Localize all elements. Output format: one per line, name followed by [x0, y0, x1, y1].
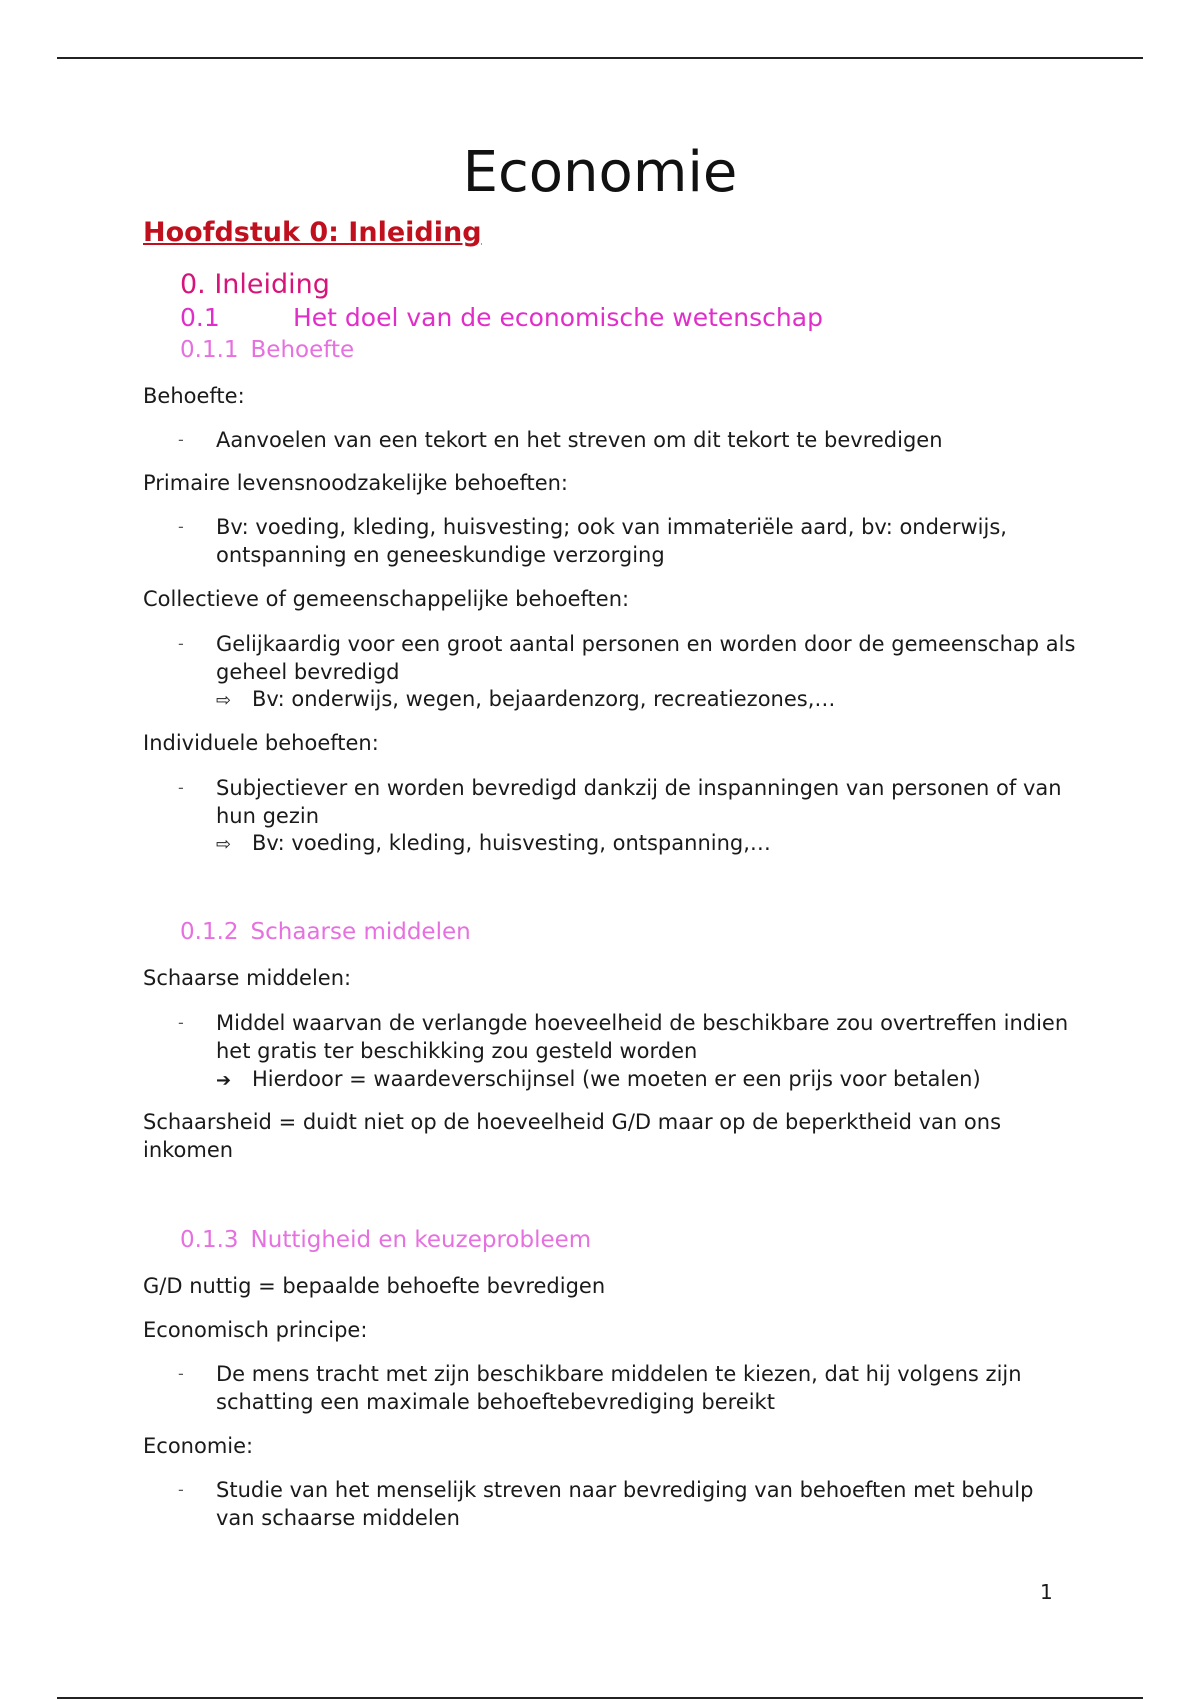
- subsection-number: 0.1.3: [180, 1227, 239, 1253]
- bold-arrow-icon: ➔: [216, 1070, 232, 1091]
- list-item-text: Gelijkaardig voor een groot aantal personen en worden door de gemeenschap als geheel bevredigd: [216, 632, 1076, 684]
- paragraph: G/D nuttig = bepaalde behoefte bevredigen: [143, 1274, 606, 1298]
- paragraph: Schaarse middelen:: [143, 966, 352, 990]
- subsection-title: Nuttigheid en keuzeprobleem: [250, 1227, 592, 1253]
- paragraph: Economie:: [143, 1434, 254, 1458]
- section-title: Het doel van de economische wetenschap: [293, 303, 823, 332]
- subsection-heading-behoefte: [180, 334, 354, 366]
- page-title: Economie: [462, 140, 738, 205]
- list-item-text: Bv: voeding, kleding, huisvesting; ook van immateriële aard, bv: onderwijs, ontspanning en geneeskundige verzorging: [216, 515, 1007, 567]
- dash-bullet: -: [178, 634, 184, 653]
- chapter-heading: Hoofdstuk 0: Inleiding: [143, 217, 482, 248]
- dash-bullet: -: [178, 430, 184, 449]
- paragraph: Primaire levensnoodzakelijke behoeften:: [143, 471, 569, 495]
- list-item-text: Aanvoelen van een tekort en het streven om dit tekort te bevredigen: [216, 428, 943, 452]
- sub-list-item: [216, 829, 1076, 859]
- dash-bullet: -: [178, 1480, 184, 1499]
- paragraph: Behoefte:: [143, 384, 245, 408]
- heading-inleiding: 0. Inleiding: [180, 269, 330, 300]
- header-rule: [57, 57, 1143, 59]
- list-item-text: Studie van het menselijk streven naar bevrediging van behoeften met behulp van schaarse middelen: [216, 1478, 1034, 1530]
- sub-list-item: [216, 1065, 1076, 1095]
- subsection-heading-schaarse-middelen: [180, 916, 471, 948]
- paragraph: Economisch principe:: [143, 1318, 368, 1342]
- sub-list-item-text: Bv: voeding, kleding, huisvesting, ontspanning,…: [252, 831, 771, 855]
- sub-list-item-text: Bv: onderwijs, wegen, bejaardenzorg, recreatiezones,…: [252, 687, 836, 711]
- section-number: 0.1: [180, 303, 220, 332]
- list-item-text: De mens tracht met zijn beschikbare middelen te kiezen, dat hij volgens zijn schatting een maximale behoeftebevrediging bereikt: [216, 1362, 1022, 1414]
- footer-rule: [57, 1697, 1143, 1699]
- paragraph: Collectieve of gemeenschappelijke behoeften:: [143, 587, 630, 611]
- dash-bullet: -: [178, 1013, 184, 1032]
- subsection-heading-nuttigheid: [180, 1224, 591, 1256]
- list-item-text: Subjectiever en worden bevredigd dankzij de inspanningen van personen of van hun gezin: [216, 776, 1062, 828]
- subsection-title: Behoefte: [250, 337, 355, 363]
- subsection-title: Schaarse middelen: [250, 919, 471, 945]
- section-heading-0-1: [180, 301, 823, 335]
- sub-list-item: [216, 685, 1076, 715]
- hollow-arrow-icon: ⇨: [216, 690, 232, 711]
- sub-list-item-text: Hierdoor = waardeverschijnsel (we moeten er een prijs voor betalen): [252, 1067, 981, 1091]
- dash-bullet: -: [178, 1364, 184, 1383]
- paragraph: Individuele behoeften:: [143, 731, 379, 755]
- dash-bullet: -: [178, 517, 184, 536]
- subsection-number: 0.1.2: [180, 919, 239, 945]
- subsection-number: 0.1.1: [180, 337, 239, 363]
- page-number: 1: [1040, 1580, 1053, 1604]
- paragraph: Schaarsheid = duidt niet op de hoeveelheid G/D maar op de beperktheid van ons inkomen: [143, 1110, 1002, 1162]
- list-item-text: Middel waarvan de verlangde hoeveelheid de beschikbare zou overtreffen indien het gratis ter beschikking zou gesteld worden: [216, 1011, 1069, 1063]
- dash-bullet: -: [178, 778, 184, 797]
- hollow-arrow-icon: ⇨: [216, 834, 232, 855]
